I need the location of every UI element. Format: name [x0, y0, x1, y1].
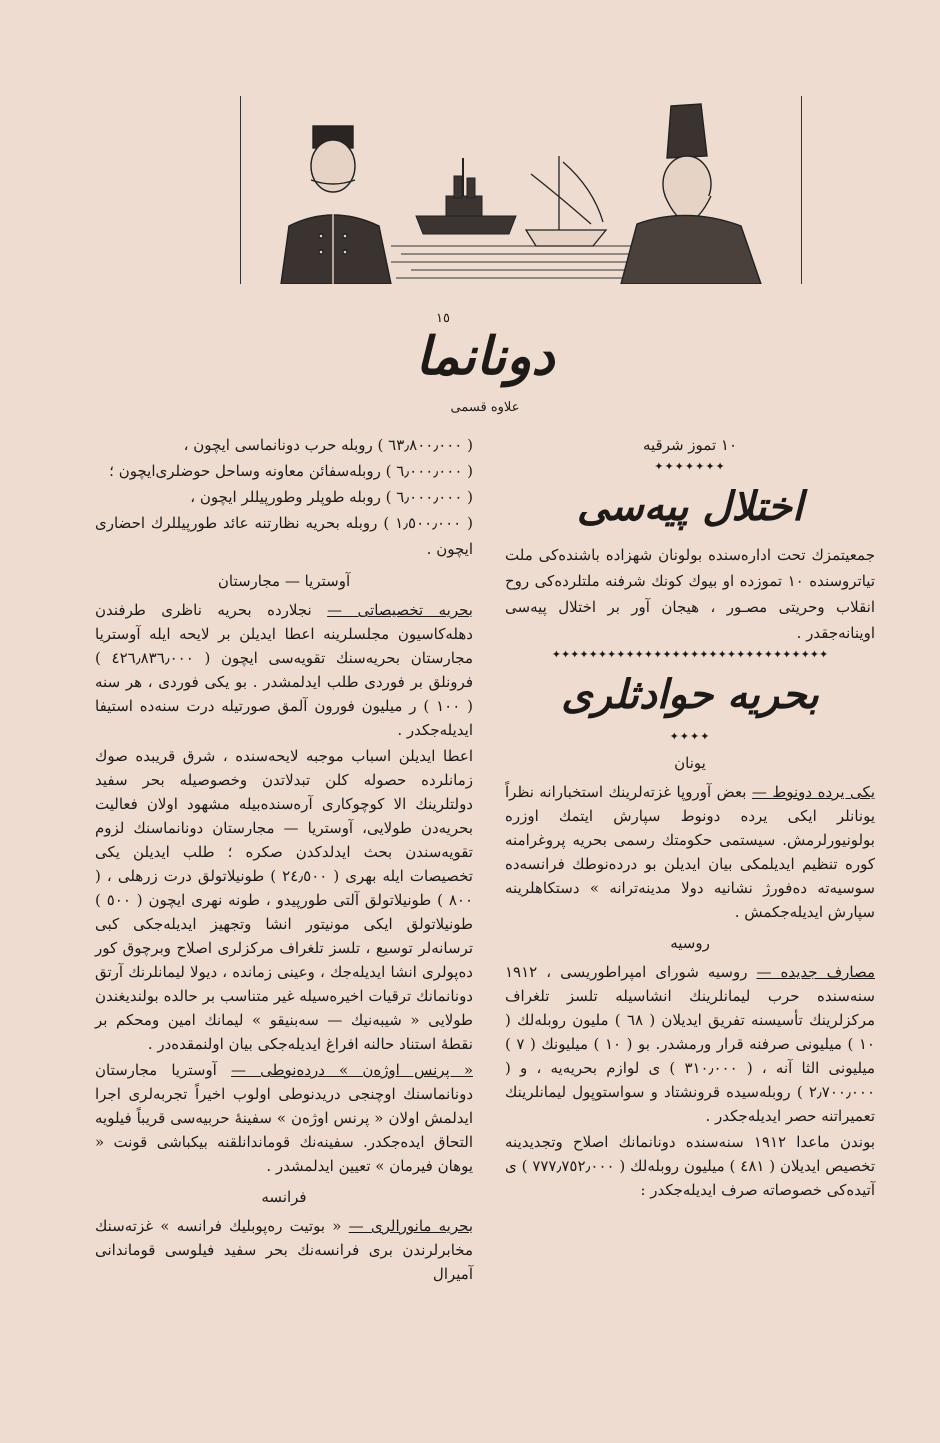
paragraph-lead: « پرنس اوژه‌ن » درده‌نوطی — [230, 1061, 473, 1079]
title-text: دونانما [415, 326, 555, 387]
right-column [505, 432, 875, 1204]
subheading-russia: روسیه [670, 934, 710, 952]
article-paragraph: اعطا ایدیلن اسباب موجبه لایحه‌سنده ، شرق قریبده صوك زمانلرده حصوله کلن تبدلاتدن وخصوصیله بحر سفید دولتلرینك الا کوچوکاری آره‌سنده‌بیله مشهود اولان فعالیت بحریه‌دن طولایی، آوستریا — مجارستان دونانماسنك لزوم تقویه‌سندن بحث ایدلدکدن صکره ؛ طلب ایدیلن یکی تخصیصات ایله بهری ( ٢٤٫٥٠٠ ) طونیلاتولق درت زرهلی ، ( ٨٠٠ ) طونیلاتولق آلتی طورپیدو ، طونه نهری ایچون ( ٥٠٠ ) طونیلاتولق ایکی مونیتور انشا وتجهیز ایدیله‌جکی کبی ترسانه‌لر توسیع ، تلسز تلغراف مرکزلری اصلاح وبرچوق کور ده‌پولری انشا ایدیله‌جك ، وعینی زمانده ، دیولا لیمانلرنك آرتق دونانمانك ترقیات اخیره‌سیله غیر متناسب بر حالده بولندیغندن طولایی « شیبه‌نیك — سه‌بنیقو » لیمانك امین ومحکم بر نقطهٔ استناد حالنه افراغ ایدیله‌جکی بیان اولنمقده‌در . [95, 747, 473, 1053]
paragraph-text: « بوتیت ره‌پوبلیك فرانسه » غزته‌سنك مخابرلرندن بری فرانسه‌نك بحر سفید فیلوسی قوماندانی آمیرال [95, 1217, 473, 1283]
ornament-divider-long: ✦✦✦✦✦✦✦✦✦✦✦✦✦✦✦✦✦✦✦✦✦✦✦✦✦✦✦✦✦✦ [551, 648, 829, 661]
budget-line: ( ١٫٥٠٠٫٠٠٠ ) روبله بحریه نظارتنه عائد طورپیللرك احضاری ایچون . [95, 514, 474, 558]
paragraph-text: آوستریا مجارستان دونانماسنك اوچنجی دریدنوطی اولوب اخیراً تجربه‌لری اجرا ایدلمش اولان « پرنس اوژه‌ن » سفینهٔ حربیه‌سی قریباً فیلویه التحاق ایده‌جکدر. سفینه‌نك قوماندانلقنه بیکباشی قونت « یوهان فیرمان » تعیین ایدلمشدر . [95, 1061, 473, 1175]
supplement-label: علاوه قسمی [450, 400, 520, 415]
subheading-greece: یونان [674, 754, 706, 772]
budget-line: ( ٦٣٫٨٠٠٫٠٠٠ ) روبله حرب دونانماسی ایچون ، [183, 436, 473, 454]
paragraph-text: روسیه شورای امپراطوریسی ، ١٩١٢ سنه‌سنده حرب لیمانلرینك انشاسیله تلسز تلغراف مرکزلرینك تأسیسنه تفریق ایدیلان ( ٦٨ ) ملیون روبله‌لك ( ١٠ ) میلیونی صرفنه قرار ورمشدر. بو ( ١٠ ) میلیونك ( ٧ ) میلیونی الثا آنه ، ( ٣١٠٫٠٠٠ ) ی لوازم بحریه‌یه ، و ( ٢٫٧٠٠٫٠٠٠ ) روبله‌سیده قرونشتاد و سواستوپول لیمانلرینك تعمیراتنه حصر ایدیله‌جکدر . [505, 963, 876, 1125]
left-column [95, 432, 473, 1288]
article-paragraph: بوندن ماعدا ١٩١٢ سنه‌سنده دونانمانك اصلاح وتجدیدینه تخصیص ایدیلان ( ٤٨١ ) میلیون روبله‌لك ( ٧٧٧٫٧٥٢٫٠٠٠ ) ی آتیده‌کی خصوصاته صرف ایدیله‌جکدر : [505, 1133, 876, 1199]
paragraph-lead: بحریه تخصیصاتی — [327, 601, 473, 619]
section-heading-naval-events: بحریه حوادثلری [561, 671, 819, 718]
title-number: ١٥ [436, 311, 450, 326]
article-paragraph [95, 1214, 473, 1286]
article-paragraph [505, 960, 875, 1128]
masthead-illustration [240, 96, 802, 284]
issue-date: ١٠ تموز شرقیه [642, 436, 738, 454]
subheading-austria-hungary: آوستریا — مجارستان [217, 572, 351, 590]
budget-line: ( ٦٫٠٠٠٫٠٠٠ ) روبله‌سفائن معاونه وساحل حوضلری‌ایچون ؛ [109, 462, 473, 480]
section-heading-revolution-play: اختلال پیه‌سی [576, 483, 804, 530]
paragraph-text: نجلارده بحریه ناظری طرفندن دهله‌کاسیون مجلسلرینه اعطا ایدیلن بر لایحه ایله آوستریا مجارستان بحریه‌سنك تقویه‌سی ایچون ( ٤٢٦٫٨٣٦٫٠٠٠ ) فرونلق بر فوردی طلب ایدلمشدر . بو یکی فوردی ، هر سنه ( ١٠٠ ) ر میلیون فورون آلمق صورتیله درت سنه‌ده استیفا ایدیله‌جکدر . [95, 601, 473, 739]
paragraph-lead: مصارف جدیده — [756, 963, 875, 981]
paragraph-lead: یکی یرده دونوط — [751, 783, 875, 801]
budget-line: ( ٦٫٠٠٠٫٠٠٠ ) روبله طوپلر وطورپیللر ایچون ، [190, 488, 473, 506]
paragraph-lead: بحریه مانورالری — [348, 1217, 473, 1235]
ornament-divider: ✦✦✦✦✦✦✦ [654, 460, 726, 473]
announcement-paragraph: جمعیتمزك تحت اداره‌سنده بولونان شهزاده باشنده‌کی ملت تیاتروسنده ١٠ تموزده او بیوك کونك شرفنه ملتلرده‌کی روح انقلاب وحریتی مصـور ، هیجان آور بر اختلال پیه‌سی اوینانه‌جقدر . [505, 546, 876, 642]
article-paragraph [95, 1058, 473, 1178]
ornament-divider-small: ✦✦✦✦ [669, 730, 711, 743]
article-paragraph [505, 780, 875, 924]
subheading-france: فرانسه [261, 1188, 307, 1206]
article-paragraph [95, 598, 473, 742]
newspaper-title [400, 312, 570, 402]
paragraph-text: بعض آوروپا غزته‌لرینك استخبارانه نظراً یونانلر ایکی یرده دونوط سپارش ایتمك اوزره بولونیورلرمش. سیستمی حکومتك رسمی بحریه پروغرامنه کوره تنظیم ایدیلمکی بیان ایدیلن بو درده‌نوطك فرانسه‌ده سوسیه‌ته ده‌فورژ نشانیه دولا مدینه‌ترانه » دستکاهلرینه سپارش ایدیله‌جکمش . [505, 783, 875, 921]
